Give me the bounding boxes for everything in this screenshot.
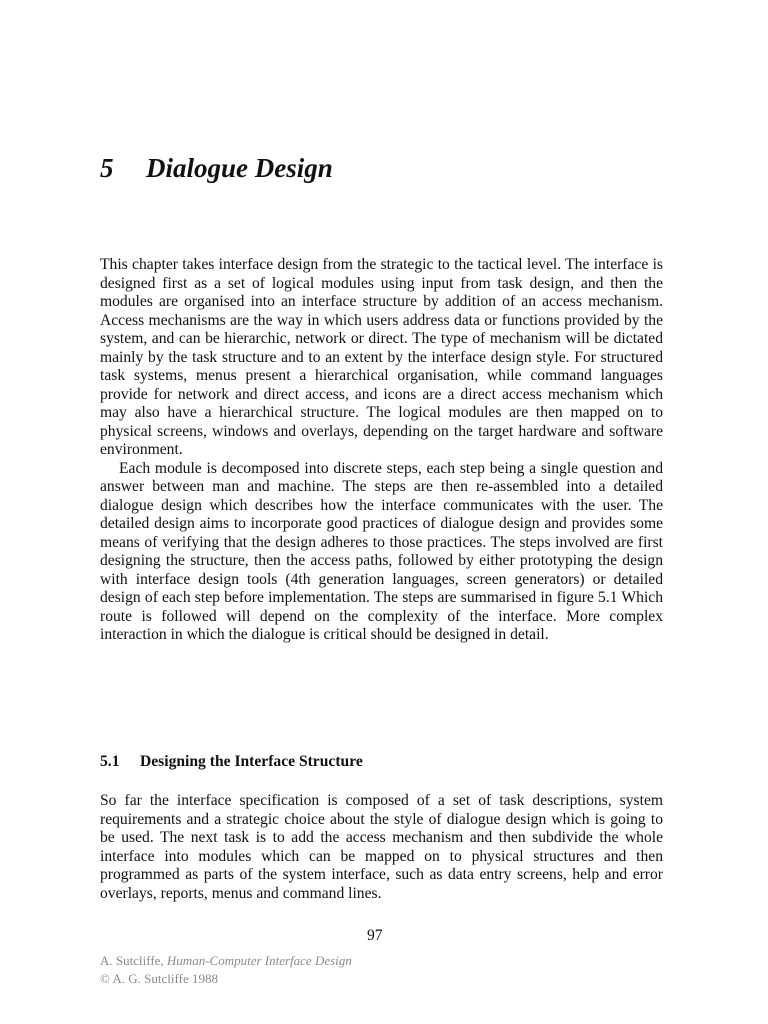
intro-paragraph-1: This chapter takes interface design from the strategic to the tactical level. The interface is designed first as a set of logical modules using input from task design, and then the modules are organised into an interface structure by addition of an access mechanism. Access mechanisms are the way in which users address data or functions provided by the system, and can be hierarchic, network or direct. The type of mechanism will be dictated mainly by the task structure and to an extent by the interface design style. For structured task systems, menus present a hierarchical organisation, while command languages provide for network and direct access, and icons are a direct access mechanism which may also have a hierarchical structure. The logical modules are then mapped on to physical screens, windows and overlays, depending on the target hardware and software environment. bbox=[100, 256, 663, 458]
chapter-title bbox=[100, 150, 333, 186]
intro-text bbox=[100, 256, 663, 645]
footer-citation bbox=[100, 952, 352, 970]
footer-author: A. Sutcliffe, bbox=[100, 953, 164, 968]
chapter-number: 5 bbox=[100, 153, 114, 183]
footer-book-title: Human-Computer Interface Design bbox=[166, 953, 352, 968]
footer-copyright: © A. G. Sutcliffe 1988 bbox=[100, 971, 218, 986]
section-title: Designing the Interface Structure bbox=[140, 753, 363, 770]
footer bbox=[100, 952, 352, 988]
section-number: 5.1 bbox=[100, 753, 120, 770]
section-heading bbox=[100, 752, 363, 772]
section-text bbox=[100, 792, 663, 903]
intro-paragraph-2: Each module is decomposed into discrete steps, each step being a single question and answer between man and machine. The steps are then re-assembled into a detailed dialogue design which describes how the interface communicates with the user. The detailed design aims to incorporate good practices of dialogue design and provides some means of verifying that the design adheres to those practices. The steps involved are first designing the structure, then the access paths, followed by either prototyping the design with interface design tools (4th generation languages, screen generators) or detailed design of each step before implementation. The steps are summarised in figure 5.1 Which route is followed will depend on the complexity of the interface. More complex interaction in which the dialogue is critical should be designed in detail. bbox=[100, 459, 663, 643]
page-number: 97 bbox=[367, 927, 383, 944]
chapter-title-text: Dialogue Design bbox=[146, 153, 333, 183]
section-paragraph: So far the interface specification is composed of a set of task descriptions, system requirements and a strategic choice about the style of dialogue design which is going to be used. The next task is to add the access mechanism and then subdivide the whole interface into modules which can be mapped on to physical structures and then programmed as parts of the system interface, such as data entry screens, help and error overlays, reports, menus and command lines. bbox=[100, 792, 663, 902]
